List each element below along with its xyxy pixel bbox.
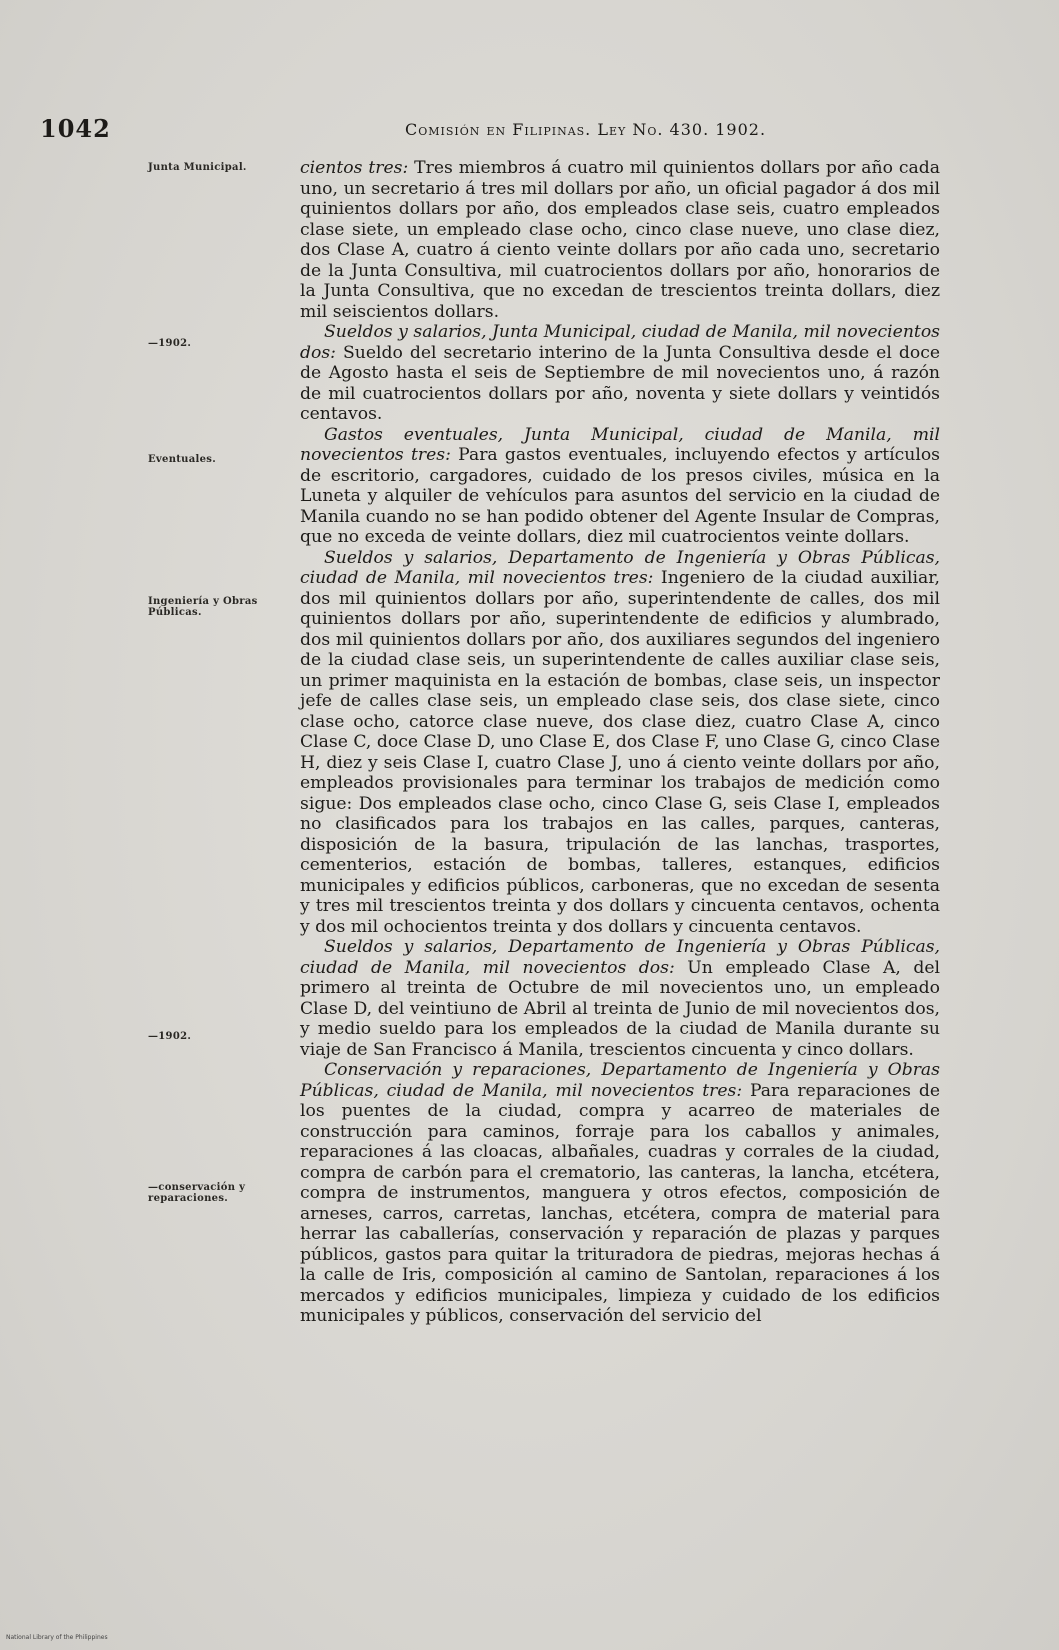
paragraph-text: Un empleado Clase A, del primero al treinta de Octubre de mil novecientos uno, un empleado Clase D, del veintiuno de Abril al treinta de Junio de mil novecientos dos, y medio sueldo para los empleados de la ciudad de Manila durante su viaje de San Francisco á Manila, trescientos cincuenta y cinco dollars. (300, 957, 940, 1060)
paragraph-heading: cientos tres: (300, 158, 409, 178)
paragraph-heading: Sueldos y salarios, Junta Municipal, ciudad de Manila, mil novecientos dos: (300, 322, 940, 363)
paragraph-text: Para gastos eventuales, incluyendo efectos y artículos de escritorio, cargadores, cuidado de los presos civiles, música en la Luneta y alquiler de vehículos para asuntos del servicio en la ciudad de Manila cuando no se han podido obtener del Agente Insular de Compras, que no exceda de veinte dollars, diez mil cuatrocientos veinte dollars. (300, 445, 941, 547)
paragraph-text: Para reparaciones de los puentes de la ciudad, compra y acarreo de materiales de construcción para caminos, forraje para los caballos y animales, reparaciones á las cloacas, albañales, cuadras y corrales de la ciudad, compra de carbón para el crematorio, las canteras, la lancha, etcétera, compra de instrumentos, manguera y otros efectos, composición de arneses, carros, carretas, lanchas, etcétera, compra de material para herrar las caballerías, conservación y reparación de plazas y parques públicos, gastos para quitar la trituradora de piedras, mejoras hechas á la calle de Iris, composición al camino de Santolan, reparaciones á los mercados y edificios municipales, limpieza y cuidado de los edificios municipales y públicos, conservación del servicio del (300, 1080, 940, 1326)
paragraph-heading: Sueldos y salarios, Departamento de Ingeniería y Obras Públicas, ciudad de Manila, mil novecientos tres: (300, 547, 940, 588)
paragraph-heading: Sueldos y salarios, Departamento de Ingeniería y Obras Públicas, ciudad de Manila, mil novecientos dos: (300, 937, 940, 978)
page-number: 1042 (40, 114, 111, 143)
paragraph-junta-1902 (300, 322, 940, 425)
paragraph-ingenieria-1902 (300, 937, 940, 1060)
margin-note-ingenieria: Ingeniería y Obras Públicas. (148, 596, 258, 618)
paragraph-heading: Gastos eventuales, Junta Municipal, ciudad de Manila, mil novecientos tres: (300, 424, 940, 465)
body-text (300, 158, 940, 1327)
paragraph-ingenieria-1903 (300, 548, 940, 938)
margin-note-1902-b: —1902. (148, 1031, 192, 1042)
paragraph-conservacion (300, 1060, 940, 1327)
paragraph-text: Tres miembros á cuatro mil quinientos dollars por año cada uno, un secretario á tres mil dollars por año, un oficial pagador á dos mil quinientos dollars por año, dos empleados clase seis, cuatro empleados clase siete, un empleado clase ocho, cinco clase nueve, uno clase diez, dos Clase A, cuatro á ciento veinte dollars por año cada uno, secretario de la Junta Consultiva, mil cuatrocientos dollars por año, honorarios de la Junta Consultiva, que no excedan de trescientos treinta dollars, diez mil seiscientos dollars. (300, 158, 940, 322)
margin-note-conservacion: —conservación y reparaciones. (148, 1182, 246, 1204)
paragraph-gastos-eventuales (300, 425, 940, 548)
margin-note-1902-a: —1902. (148, 338, 192, 349)
paragraph-junta-municipal (300, 158, 940, 322)
paragraph-text: Sueldo del secretario interino de la Junta Consultiva desde el doce de Agosto hasta el seis de Septiembre de mil novecientos uno, á razón de mil cuatrocientos dollars por año, noventa y siete dollars y veintidós centavos. (300, 342, 940, 424)
paragraph-text: Ingeniero de la ciudad auxiliar, dos mil quinientos dollars por año, superintendente de calles, dos mil quinientos dollars por año, superintendente de edificios y alumbrado, dos mil quinientos dollars por año, dos auxiliares segundos del ingeniero de la ciudad clase seis, un superintendente de calles auxiliar clase seis, un primer maquinista en la estación de bombas, clase seis, un inspector jefe de calles clase seis, un empleado clase seis, dos clase siete, cinco clase ocho, catorce clase nueve, dos clase diez, cuatro Clase A, cinco Clase C, doce Clase D, uno Clase E, dos Clase F, uno Clase G, cinco Clase H, diez y seis Clase I, cuatro Clase J, uno á ciento veinte dollars por año, empleados provisionales para terminar los trabajos de medición como sigue: Dos empleados clase ocho, cinco Clase G, seis Clase I, empleados no clasificados para los trabajos en las calles, parques, canteras, disposición de la basura, tripulación de las lanchas, trasportes, cementerios, estación de bombas, talleres, estanques, edificios municipales y edificios públicos, carboneras, que no excedan de sesenta y tres mil trescientos treinta y dos dollars y cincuenta centavos, ochenta y dos mil ochocientos treinta y dos dollars y cincuenta centavos. (300, 568, 940, 937)
margin-note-junta-municipal: Junta Municipal. (148, 162, 247, 173)
footer-credit: National Library of the Philippines (6, 1634, 108, 1641)
running-head: Comisión en Filipinas. Ley No. 430. 1902. (405, 120, 767, 139)
page-header (40, 114, 920, 144)
paragraph-heading: Conservación y reparaciones, Departamento de Ingeniería y Obras Públicas, ciudad de Manila, mil novecientos tres: (300, 1060, 940, 1101)
margin-note-eventuales: Eventuales. (148, 454, 217, 465)
